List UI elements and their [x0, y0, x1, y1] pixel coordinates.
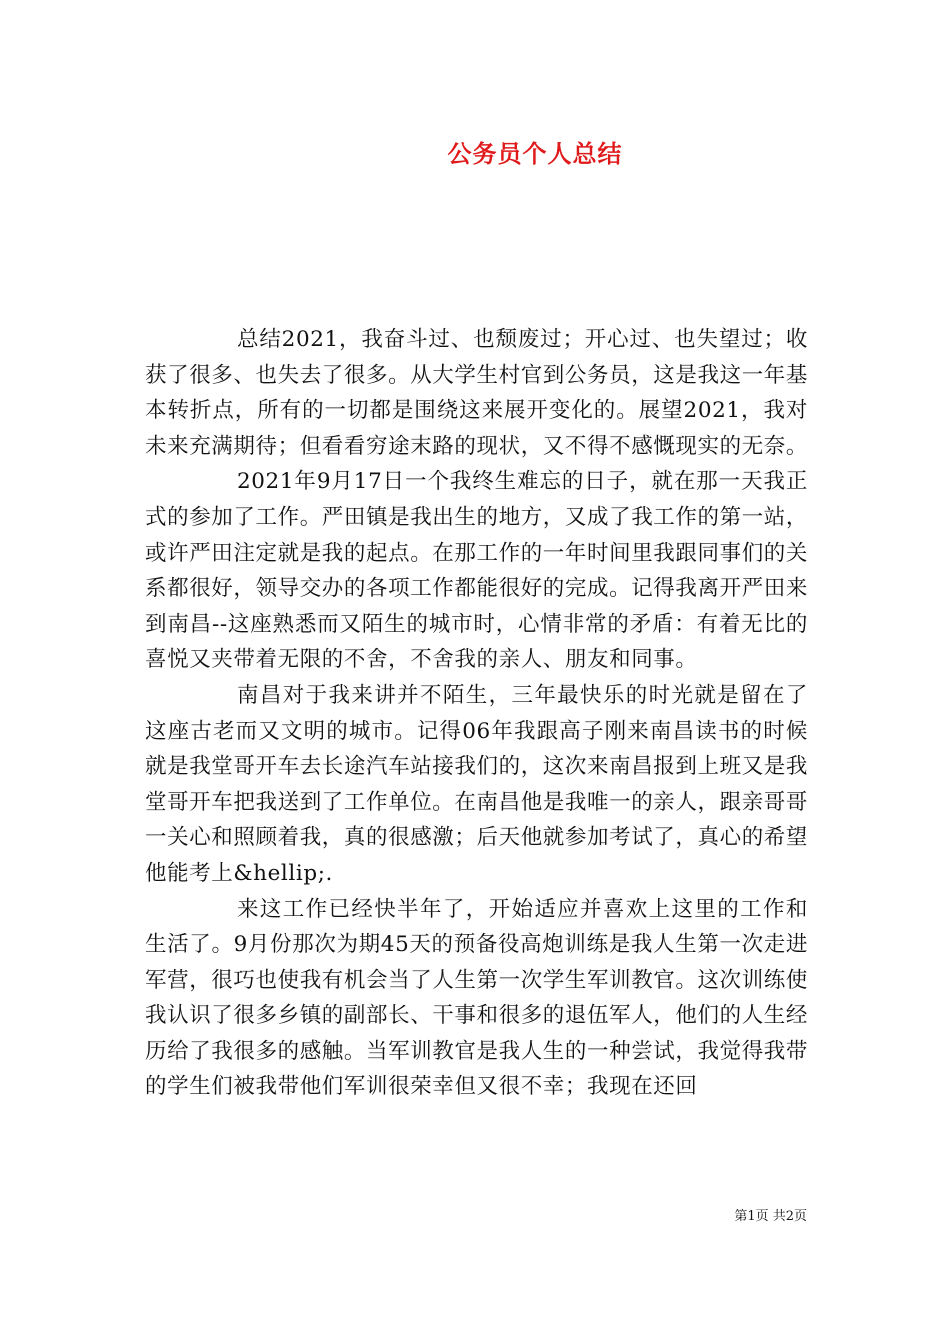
paragraph-3: 南昌对于我来讲并不陌生，三年最快乐的时光就是留在了这座古老而又文明的城市。记得06年我跟高子刚来南昌读书的时候就是我堂哥开车去长途汽车站接我们的，这次来南昌报到上班又是我堂哥开车把我送到了工作单位。在南昌他是我唯一的亲人，跟亲哥哥一关心和照顾着我，真的很感激；后天他就参加考试了，真心的希望他能考上&hellip;. — [145, 682, 809, 886]
paragraph-2: 2021年9月17日一个我终生难忘的日子，就在那一天我正式的参加了工作。严田镇是我出生的地方，又成了我工作的第一站，或许严田注定就是我的起点。在那工作的一年时间里我跟同事们的关系都很好，领导交办的各项工作都能很好的完成。记得我离开严田来到南昌--这座熟悉而又陌生的城市时，心情非常的矛盾：有着无比的喜悦又夹带着无限的不舍，不舍我的亲人、朋友和同事。 — [145, 469, 809, 673]
paragraph-1: 总结2021，我奋斗过、也颓废过；开心过、也失望过；收获了很多、也失去了很多。从大学生村官到公务员，这是我这一年基本转折点，所有的一切都是围绕这来展开变化的。展望2021，我对未来充满期待；但看看穷途末路的现状，又不得不感慨现实的无奈。 — [145, 327, 809, 459]
page-footer: 第1页 共2页 — [734, 1209, 807, 1224]
document-title: 公务员个人总结 — [447, 140, 623, 168]
document-body — [145, 322, 808, 1105]
paragraph-4: 来这工作已经快半年了，开始适应并喜欢上这里的工作和生活了。9月份那次为期45天的预备役高炮训练是我人生第一次走进军营，很巧也使我有机会当了人生第一次学生军训教官。这次训练使我认识了很多乡镇的副部长、干事和很多的退伍军人，他们的人生经历给了我很多的感触。当军训教官是我人生的一种尝试，我觉得我带的学生们被我带他们军训很荣幸但又很不幸；我现在还回 — [145, 896, 809, 1100]
